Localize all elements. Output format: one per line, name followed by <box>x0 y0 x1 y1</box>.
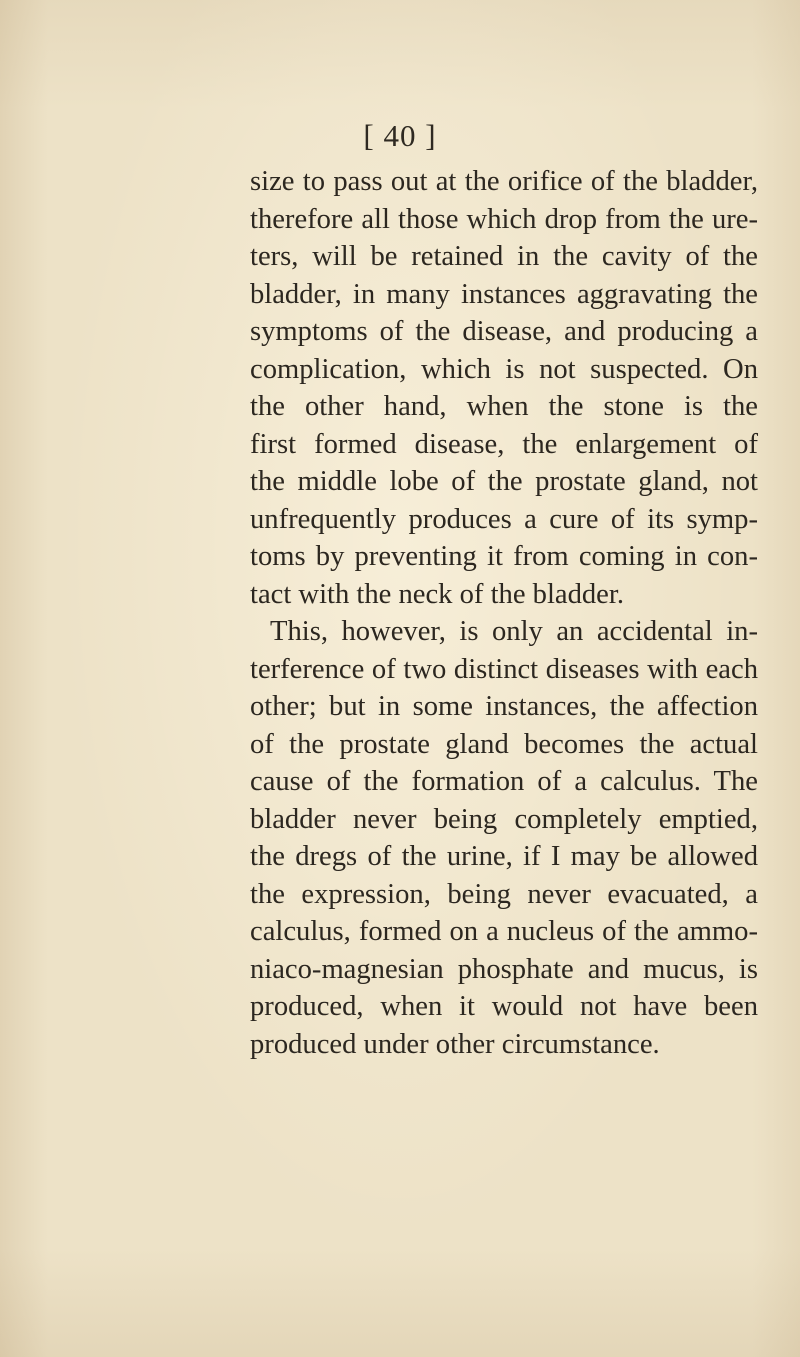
text-line: the dregs of the urine, if I may be allowed <box>250 841 758 872</box>
text-line: toms by preventing it from coming in con- <box>250 541 758 572</box>
text-line: cause of the formation of a calculus. The <box>250 766 758 797</box>
text-line: bladder, in many instances aggravating the <box>250 278 758 310</box>
text-line: complication, which is not suspected. On <box>250 353 758 385</box>
text-line: calculus, formed on a nucleus of the ammo- <box>250 916 758 947</box>
text-line: therefore all those which drop from the ure- <box>250 203 758 235</box>
text-line: bladder never being completely emptied, <box>250 803 758 835</box>
text-line: size to pass out at the orifice of the bladder, <box>250 166 758 197</box>
text-line: This, however, is only an accidental in- <box>270 616 758 647</box>
text-line: symptoms of the disease, and producing a <box>250 316 758 347</box>
text-line: niaco-magnesian phosphate and mucus, is <box>250 953 758 985</box>
text-line: produced, when it would not have been <box>250 991 758 1022</box>
text-line: tact with the neck of the bladder. <box>250 578 624 610</box>
text-line: unfrequently produces a cure of its symp- <box>250 503 758 535</box>
text-line: the middle lobe of the prostate gland, not <box>250 466 758 497</box>
text-line: ters, will be retained in the cavity of the <box>250 241 758 272</box>
text-line: of the prostate gland becomes the actual <box>250 728 758 760</box>
text-line: terference of two distinct diseases with each <box>250 653 758 685</box>
text-line: other; but in some instances, the affection <box>250 691 758 722</box>
text-line: first formed disease, the enlargement of <box>250 428 758 460</box>
text-line: produced under other circumstance. <box>250 1028 660 1060</box>
page-number: [ 40 ] <box>363 118 437 153</box>
body-text <box>250 163 758 1063</box>
text-line: the expression, being never evacuated, a <box>250 878 758 910</box>
text-line: the other hand, when the stone is the <box>250 391 758 422</box>
